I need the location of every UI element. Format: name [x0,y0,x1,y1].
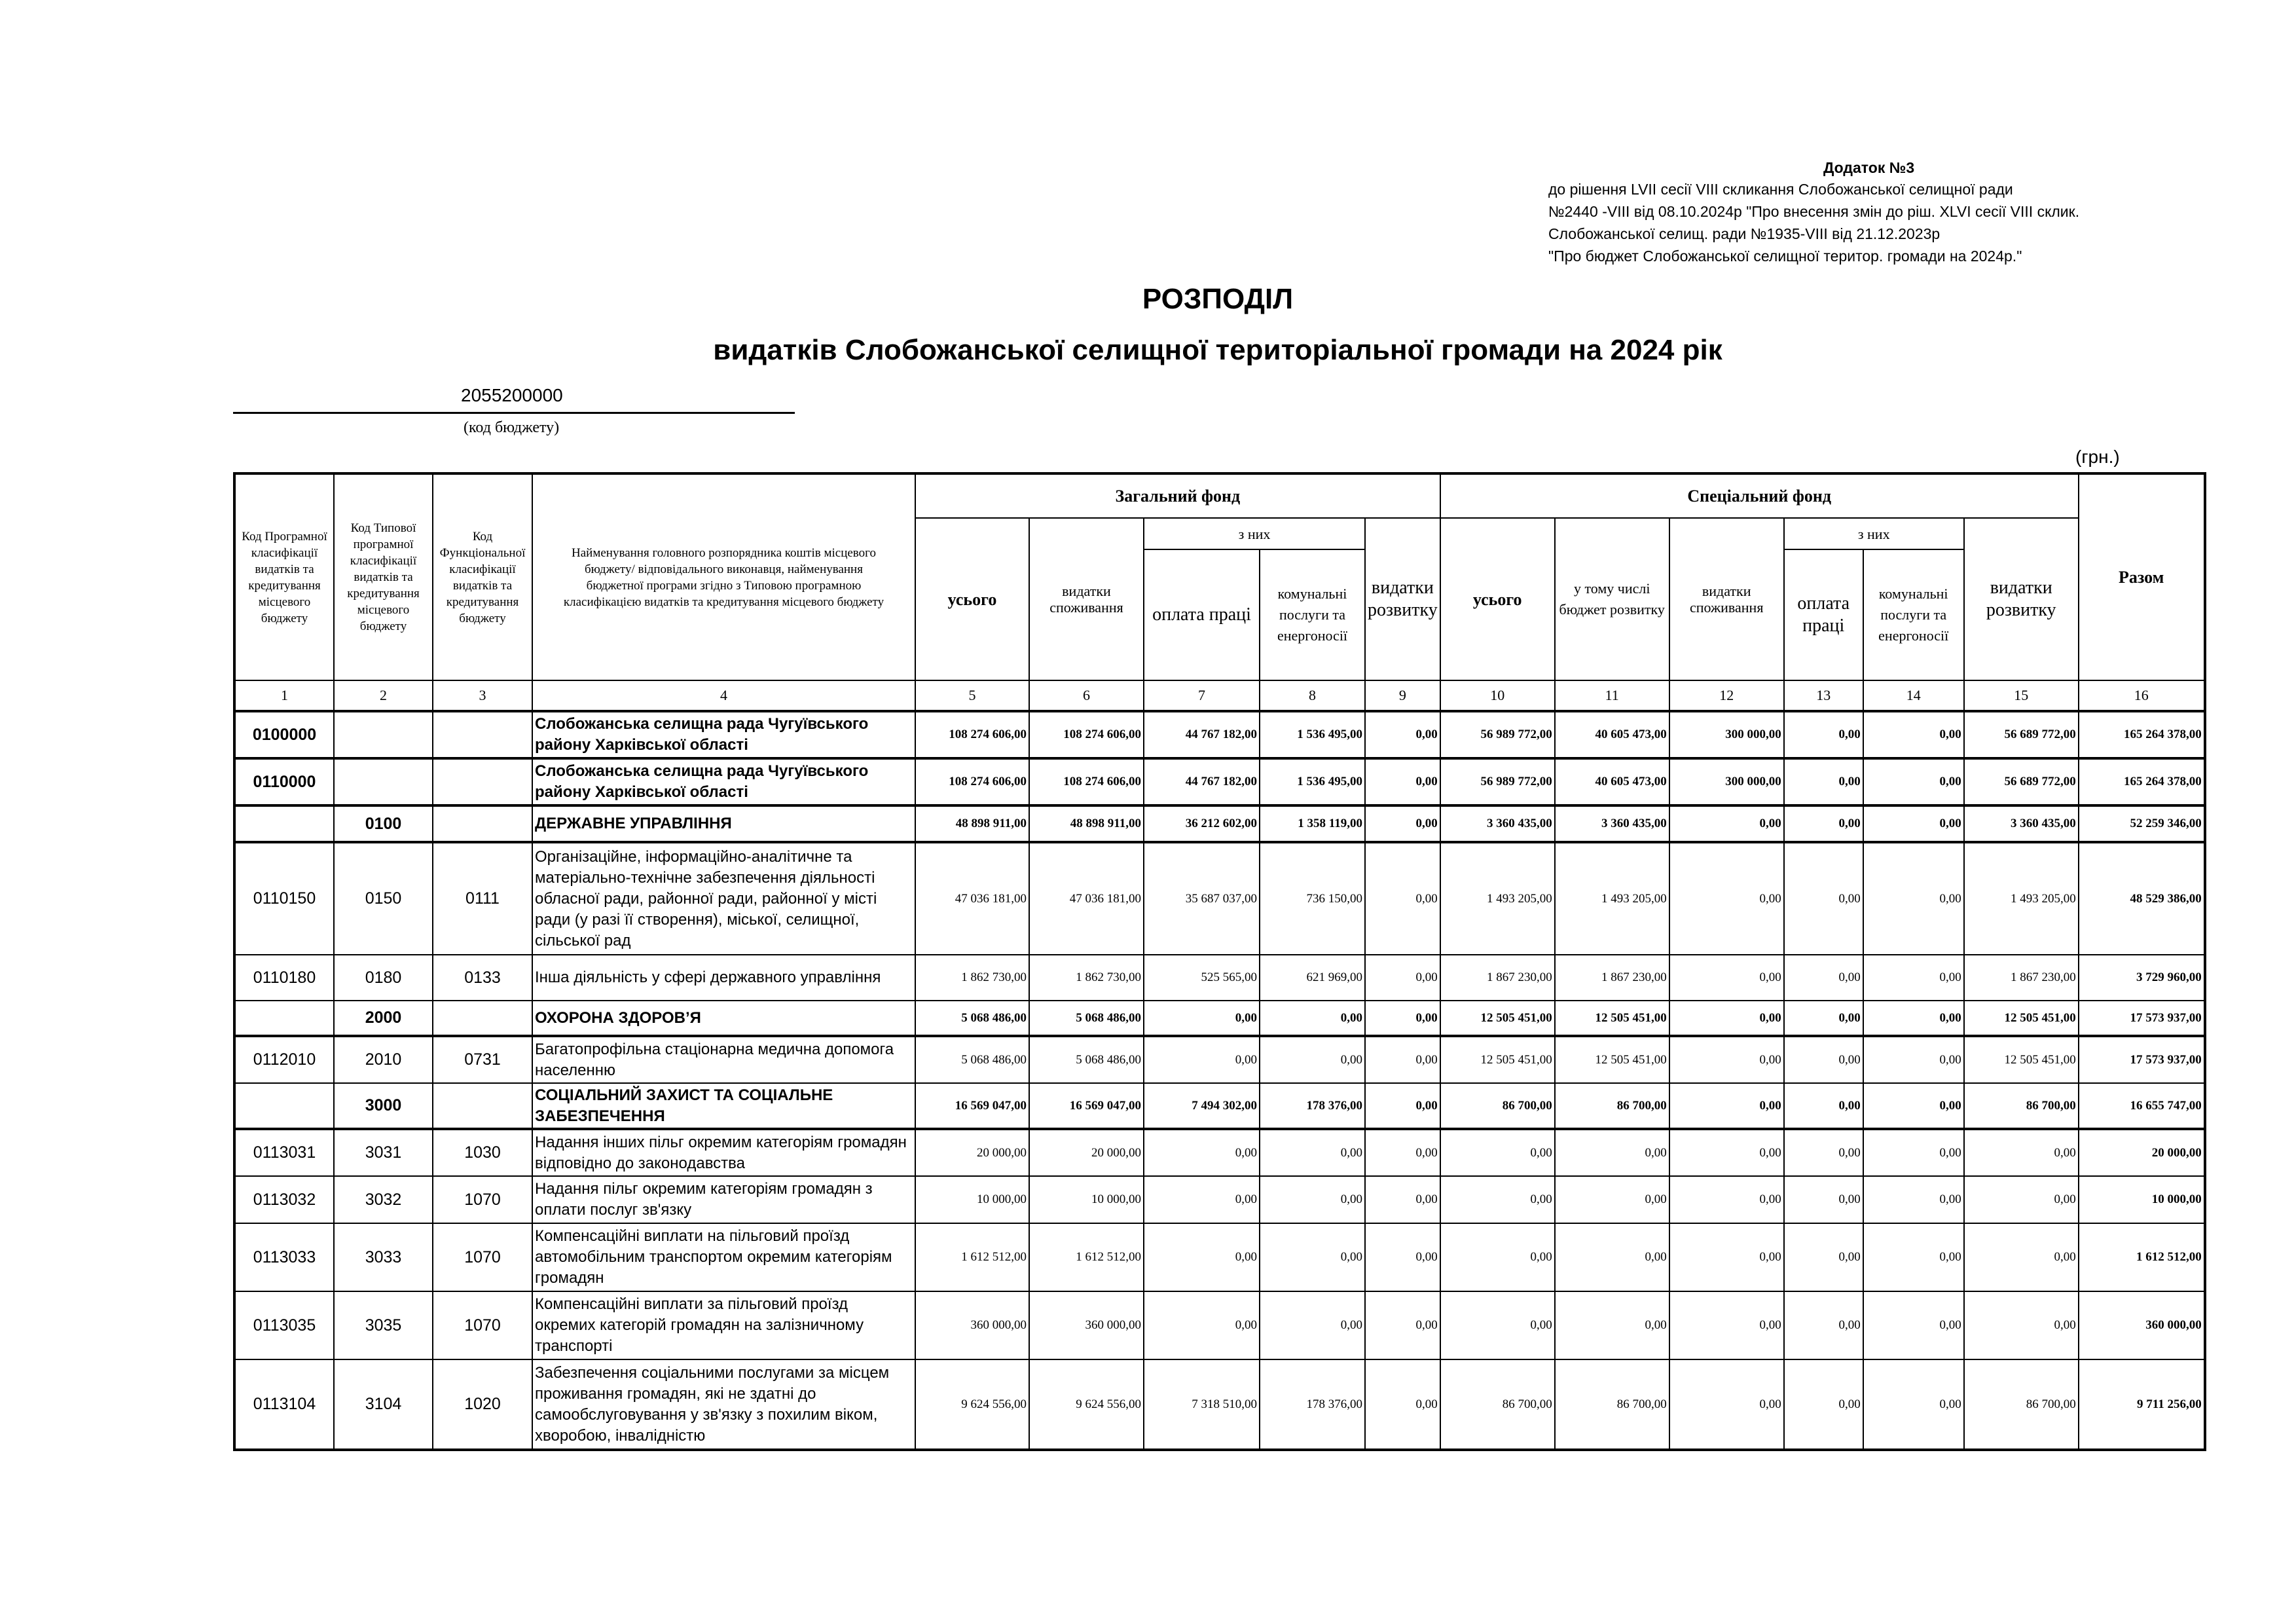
amount-cell: 7 494 302,00 [1144,1083,1260,1129]
amount-cell: 5 068 486,00 [1029,1036,1144,1083]
amount-cell: 360 000,00 [915,1291,1029,1359]
amount-cell: 1 867 230,00 [1440,955,1555,1001]
amount-cell: 0,00 [1365,955,1440,1001]
document-title: РОЗПОДІЛ [1142,283,1294,315]
program-code-cell: 0113033 [234,1223,334,1291]
typical-code-cell: 0180 [334,955,433,1001]
annex-block [1548,157,2203,267]
program-name-cell: Забезпечення соціальними послугами за місцем проживання громадян, які не здатні до самообслуговування у зв'язку з похилим віком, хворобою, інвалідністю [532,1359,915,1450]
amount-cell: 0,00 [1784,1129,1863,1176]
amount-cell: 48 898 911,00 [1029,805,1144,842]
program-name-cell: Організаційне, інформаційно-аналітичне та матеріально-технічне забезпечення діяльності обласної ради, районної ради, районної у місті ради (у разі її створення), міської, селищної, сільської рад [532,842,915,955]
amount-cell: 35 687 037,00 [1144,842,1260,955]
header-development-special: видатки розвитку [1964,518,2079,680]
amount-cell: 0,00 [1669,1036,1784,1083]
header-development: видатки розвитку [1365,518,1440,680]
amount-cell: 0,00 [1669,1083,1784,1129]
amount-cell: 0,00 [1555,1176,1669,1223]
program-name-cell: Надання інших пільг окремим категоріям громадян відповідно до законодавства [532,1129,915,1176]
amount-cell: 0,00 [1440,1129,1555,1176]
amount-cell: 0,00 [1669,955,1784,1001]
amount-cell: 20 000,00 [1029,1129,1144,1176]
amount-cell: 36 212 602,00 [1144,805,1260,842]
amount-cell: 86 700,00 [1555,1083,1669,1129]
table-row [234,805,2205,842]
amount-cell: 108 274 606,00 [915,711,1029,758]
amount-cell: 47 036 181,00 [915,842,1029,955]
amount-cell: 0,00 [1863,1129,1964,1176]
amount-cell: 0,00 [1555,1129,1669,1176]
column-number: 5 [915,680,1029,711]
amount-cell: 1 612 512,00 [915,1223,1029,1291]
program-code-cell: 0110180 [234,955,334,1001]
program-code-cell: 0110150 [234,842,334,955]
amount-cell: 0,00 [1365,1036,1440,1083]
functional-code-cell [433,1083,532,1129]
typical-code-cell: 0100 [334,805,433,842]
amount-cell: 5 068 486,00 [1029,1001,1144,1036]
amount-cell: 86 700,00 [1964,1083,2079,1129]
functional-code-cell: 1070 [433,1223,532,1291]
amount-cell: 0,00 [1863,1083,1964,1129]
typical-code-cell [334,758,433,805]
amount-cell: 86 700,00 [1440,1083,1555,1129]
amount-cell: 0,00 [1863,758,1964,805]
amount-cell: 1 493 205,00 [1555,842,1669,955]
amount-cell: 1 358 119,00 [1260,805,1365,842]
amount-cell: 0,00 [1365,1291,1440,1359]
amount-cell: 165 264 378,00 [2079,758,2205,805]
amount-cell: 0,00 [1260,1176,1365,1223]
amount-cell: 108 274 606,00 [1029,711,1144,758]
program-name-cell: Слобожанська селищна рада Чугуївського району Харківської області [532,758,915,805]
header-salary: оплата праці [1144,549,1260,680]
amount-cell: 108 274 606,00 [915,758,1029,805]
amount-cell: 178 376,00 [1260,1083,1365,1129]
amount-cell: 0,00 [1669,1001,1784,1036]
program-code-cell: 0113035 [234,1291,334,1359]
amount-cell: 1 493 205,00 [1964,842,2079,955]
program-code-cell: 0100000 [234,711,334,758]
amount-cell: 12 505 451,00 [1555,1001,1669,1036]
amount-cell: 1 862 730,00 [1029,955,1144,1001]
amount-cell: 0,00 [1365,805,1440,842]
amount-cell: 10 000,00 [2079,1176,2205,1223]
functional-code-cell: 1020 [433,1359,532,1450]
table-row [234,758,2205,805]
amount-cell: 0,00 [1863,1001,1964,1036]
amount-cell: 44 767 182,00 [1144,758,1260,805]
column-number: 8 [1260,680,1365,711]
functional-code-cell: 0111 [433,842,532,955]
amount-cell: 178 376,00 [1260,1359,1365,1450]
amount-cell: 44 767 182,00 [1144,711,1260,758]
program-name-cell: Багатопрофільна стаціонарна медична допомога населенню [532,1036,915,1083]
amount-cell: 0,00 [1863,711,1964,758]
column-number: 16 [2079,680,2205,711]
amount-cell: 10 000,00 [915,1176,1029,1223]
amount-cell: 0,00 [1365,1083,1440,1129]
amount-cell: 0,00 [1863,805,1964,842]
column-number: 14 [1863,680,1964,711]
budget-code-underline [233,412,795,414]
amount-cell: 0,00 [1555,1291,1669,1359]
amount-cell: 621 969,00 [1260,955,1365,1001]
header-utilities-special: комунальні послуги та енергоносії [1863,549,1964,680]
amount-cell: 0,00 [1784,711,1863,758]
amount-cell: 0,00 [1365,842,1440,955]
amount-cell: 0,00 [1260,1129,1365,1176]
table-row [234,842,2205,955]
functional-code-cell: 0133 [433,955,532,1001]
header-consumption: видатки споживання [1029,518,1144,680]
amount-cell: 0,00 [1669,1176,1784,1223]
amount-cell: 0,00 [1784,1359,1863,1450]
annex-title: Додаток №3 [1823,159,1915,176]
functional-code-cell: 1070 [433,1176,532,1223]
amount-cell: 0,00 [1260,1223,1365,1291]
amount-cell: 1 493 205,00 [1440,842,1555,955]
amount-cell: 0,00 [1863,1291,1964,1359]
amount-cell: 1 612 512,00 [2079,1223,2205,1291]
amount-cell: 16 569 047,00 [1029,1083,1144,1129]
typical-code-cell: 3000 [334,1083,433,1129]
program-code-cell: 0113032 [234,1176,334,1223]
typical-code-cell: 2000 [334,1001,433,1036]
program-name-cell: СОЦІАЛЬНИЙ ЗАХИСТ ТА СОЦІАЛЬНЕ ЗАБЕЗПЕЧЕННЯ [532,1083,915,1129]
amount-cell: 0,00 [1144,1129,1260,1176]
amount-cell: 3 360 435,00 [1555,805,1669,842]
amount-cell: 12 505 451,00 [1440,1001,1555,1036]
header-total-special: усього [1440,518,1555,680]
amount-cell: 40 605 473,00 [1555,711,1669,758]
amount-cell: 16 569 047,00 [915,1083,1029,1129]
budget-table [233,472,2206,1451]
header-salary-special: оплата праці [1784,549,1863,680]
header-name: Найменування головного розпорядника коштів місцевого бюджету/ відповідального виконавця, найменування бюджетної програми згідно з Типовою програмною класифікацією видатків та кредитування місцевого бюджету [532,473,915,680]
header-budget-development: у тому числі бюджет розвитку [1555,518,1669,680]
program-name-cell: ДЕРЖАВНЕ УПРАВЛІННЯ [532,805,915,842]
amount-cell: 0,00 [1440,1291,1555,1359]
amount-cell: 10 000,00 [1029,1176,1144,1223]
amount-cell: 736 150,00 [1260,842,1365,955]
budget-code-label: (код бюджету) [464,419,560,436]
typical-code-cell: 2010 [334,1036,433,1083]
column-number: 13 [1784,680,1863,711]
amount-cell: 56 989 772,00 [1440,758,1555,805]
functional-code-cell [433,758,532,805]
amount-cell: 1 862 730,00 [915,955,1029,1001]
amount-cell: 52 259 346,00 [2079,805,2205,842]
table-row [234,1223,2205,1291]
typical-code-cell: 3033 [334,1223,433,1291]
program-name-cell: Компенсаційні виплати за пільговий проїзд окремих категорій громадян на залізничному транспорті [532,1291,915,1359]
amount-cell: 0,00 [1365,1129,1440,1176]
amount-cell: 0,00 [1365,1001,1440,1036]
amount-cell: 0,00 [1260,1036,1365,1083]
amount-cell: 0,00 [1784,805,1863,842]
typical-code-cell [334,711,433,758]
functional-code-cell [433,711,532,758]
header-functional-code: Код Функціональної класифікації видатків та кредитування бюджету [433,473,532,680]
amount-cell: 86 700,00 [1555,1359,1669,1450]
amount-cell: 20 000,00 [915,1129,1029,1176]
amount-cell: 40 605 473,00 [1555,758,1669,805]
amount-cell: 0,00 [1144,1001,1260,1036]
amount-cell: 0,00 [1784,1001,1863,1036]
program-name-cell: ОХОРОНА ЗДОРОВ’Я [532,1001,915,1036]
header-total: усього [915,518,1029,680]
table-row [234,1359,2205,1450]
program-name-cell: Надання пільг окремим категоріям громадян з оплати послуг зв'язку [532,1176,915,1223]
program-name-cell: Компенсаційні виплати на пільговий проїзд автомобільним транспортом окремим категоріям громадян [532,1223,915,1291]
amount-cell: 17 573 937,00 [2079,1001,2205,1036]
amount-cell: 1 867 230,00 [1555,955,1669,1001]
header-utilities: комунальні послуги та енергоносії [1260,549,1365,680]
amount-cell: 48 529 386,00 [2079,842,2205,955]
functional-code-cell [433,805,532,842]
amount-cell: 9 624 556,00 [1029,1359,1144,1450]
header-typical-code: Код Типової програмної класифікації видатків та кредитування місцевого бюджету [334,473,433,680]
amount-cell: 0,00 [1144,1291,1260,1359]
header-general-fund: Загальний фонд [915,473,1440,518]
amount-cell: 0,00 [1863,1176,1964,1223]
amount-cell: 0,00 [1144,1223,1260,1291]
typical-code-cell: 3032 [334,1176,433,1223]
table-row [234,1291,2205,1359]
amount-cell: 16 655 747,00 [2079,1083,2205,1129]
amount-cell: 0,00 [1964,1223,2079,1291]
amount-cell: 300 000,00 [1669,711,1784,758]
amount-cell: 0,00 [1669,1129,1784,1176]
amount-cell: 9 624 556,00 [915,1359,1029,1450]
amount-cell: 0,00 [1440,1176,1555,1223]
amount-cell: 7 318 510,00 [1144,1359,1260,1450]
amount-cell: 0,00 [1555,1223,1669,1291]
annex-line: Слобожанської селищ. ради №1935-VIII від 21.12.2023р [1548,225,1941,242]
functional-code-cell [433,1001,532,1036]
amount-cell: 12 505 451,00 [1440,1036,1555,1083]
program-code-cell [234,805,334,842]
amount-cell: 3 360 435,00 [1964,805,2079,842]
amount-cell: 1 536 495,00 [1260,758,1365,805]
amount-cell: 0,00 [1964,1129,2079,1176]
column-number: 9 [1365,680,1440,711]
annex-line: №2440 -VIII від 08.10.2024р "Про внесення змін до ріш. XLVI сесії VIII склик. [1548,203,2080,220]
column-number: 15 [1964,680,2079,711]
amount-cell: 56 689 772,00 [1964,711,2079,758]
header-grand-total: Разом [2079,473,2205,680]
annex-line: до рішення LVII сесії VIII скликання Слобожанської селищної ради [1548,181,2013,198]
column-number: 2 [334,680,433,711]
amount-cell: 12 505 451,00 [1555,1036,1669,1083]
table-row [234,711,2205,758]
amount-cell: 0,00 [1365,1359,1440,1450]
program-code-cell [234,1083,334,1129]
amount-cell: 525 565,00 [1144,955,1260,1001]
amount-cell: 0,00 [1440,1223,1555,1291]
column-number: 10 [1440,680,1555,711]
amount-cell: 3 360 435,00 [1440,805,1555,842]
table-row [234,1176,2205,1223]
typical-code-cell: 3035 [334,1291,433,1359]
amount-cell: 300 000,00 [1669,758,1784,805]
amount-cell: 0,00 [1863,842,1964,955]
amount-cell: 0,00 [1669,1291,1784,1359]
amount-cell: 0,00 [1784,1176,1863,1223]
amount-cell: 48 898 911,00 [915,805,1029,842]
amount-cell: 1 612 512,00 [1029,1223,1144,1291]
program-code-cell: 0113104 [234,1359,334,1450]
amount-cell: 0,00 [1784,758,1863,805]
program-name-cell: Слобожанська селищна рада Чугуївського району Харківської області [532,711,915,758]
header-of-which: з них [1144,518,1365,549]
amount-cell: 0,00 [1784,955,1863,1001]
amount-cell: 1 536 495,00 [1260,711,1365,758]
amount-cell: 0,00 [1964,1291,2079,1359]
program-name-cell: Інша діяльність у сфері державного управління [532,955,915,1001]
amount-cell: 0,00 [1669,1359,1784,1450]
header-program-code: Код Програмної класифікації видатків та кредитування місцевого бюджету [234,473,334,680]
table-row [234,1036,2205,1083]
header-consumption-special: видатки споживання [1669,518,1784,680]
amount-cell: 0,00 [1863,955,1964,1001]
typical-code-cell: 3031 [334,1129,433,1176]
program-code-cell [234,1001,334,1036]
currency-unit: (грн.) [2075,447,2120,467]
amount-cell: 0,00 [1144,1036,1260,1083]
amount-cell: 5 068 486,00 [915,1036,1029,1083]
program-code-cell: 0113031 [234,1129,334,1176]
amount-cell: 0,00 [1863,1036,1964,1083]
amount-cell: 86 700,00 [1440,1359,1555,1450]
amount-cell: 0,00 [1669,1223,1784,1291]
amount-cell: 47 036 181,00 [1029,842,1144,955]
table-row [234,1001,2205,1036]
amount-cell: 56 689 772,00 [1964,758,2079,805]
amount-cell: 86 700,00 [1964,1359,2079,1450]
document-subtitle: видатків Слобожанської селищної територіальної громади на 2024 рік [713,334,1722,366]
header-special-fund: Спеціальний фонд [1440,473,2079,518]
amount-cell: 0,00 [1669,842,1784,955]
amount-cell: 0,00 [1863,1359,1964,1450]
amount-cell: 360 000,00 [1029,1291,1144,1359]
amount-cell: 1 867 230,00 [1964,955,2079,1001]
amount-cell: 3 729 960,00 [2079,955,2205,1001]
column-number: 11 [1555,680,1669,711]
amount-cell: 0,00 [1365,711,1440,758]
header-of-which-special: з них [1784,518,1964,549]
budget-code: 2055200000 [461,385,563,405]
amount-cell: 20 000,00 [2079,1129,2205,1176]
amount-cell: 12 505 451,00 [1964,1036,2079,1083]
amount-cell: 0,00 [1784,842,1863,955]
amount-cell: 12 505 451,00 [1964,1001,2079,1036]
program-code-cell: 0112010 [234,1036,334,1083]
functional-code-cell: 1070 [433,1291,532,1359]
typical-code-cell: 0150 [334,842,433,955]
column-number: 1 [234,680,334,711]
amount-cell: 0,00 [1144,1176,1260,1223]
functional-code-cell: 0731 [433,1036,532,1083]
amount-cell: 0,00 [1784,1223,1863,1291]
amount-cell: 0,00 [1365,1223,1440,1291]
amount-cell: 360 000,00 [2079,1291,2205,1359]
amount-cell: 0,00 [1964,1176,2079,1223]
column-number: 4 [532,680,915,711]
amount-cell: 9 711 256,00 [2079,1359,2205,1450]
amount-cell: 56 989 772,00 [1440,711,1555,758]
column-number: 7 [1144,680,1260,711]
annex-line: "Про бюджет Слобожанської селищної територ. громади на 2024р." [1548,248,2022,265]
functional-code-cell: 1030 [433,1129,532,1176]
column-number: 12 [1669,680,1784,711]
amount-cell: 0,00 [1260,1291,1365,1359]
amount-cell: 0,00 [1863,1223,1964,1291]
amount-cell: 0,00 [1365,1176,1440,1223]
amount-cell: 5 068 486,00 [915,1001,1029,1036]
table-row [234,1129,2205,1176]
amount-cell: 108 274 606,00 [1029,758,1144,805]
column-number: 6 [1029,680,1144,711]
amount-cell: 17 573 937,00 [2079,1036,2205,1083]
table-row [234,1083,2205,1129]
amount-cell: 165 264 378,00 [2079,711,2205,758]
amount-cell: 0,00 [1365,758,1440,805]
amount-cell: 0,00 [1669,805,1784,842]
typical-code-cell: 3104 [334,1359,433,1450]
column-number: 3 [433,680,532,711]
amount-cell: 0,00 [1260,1001,1365,1036]
amount-cell: 0,00 [1784,1083,1863,1129]
amount-cell: 0,00 [1784,1291,1863,1359]
table-row [234,955,2205,1001]
program-code-cell: 0110000 [234,758,334,805]
amount-cell: 0,00 [1784,1036,1863,1083]
